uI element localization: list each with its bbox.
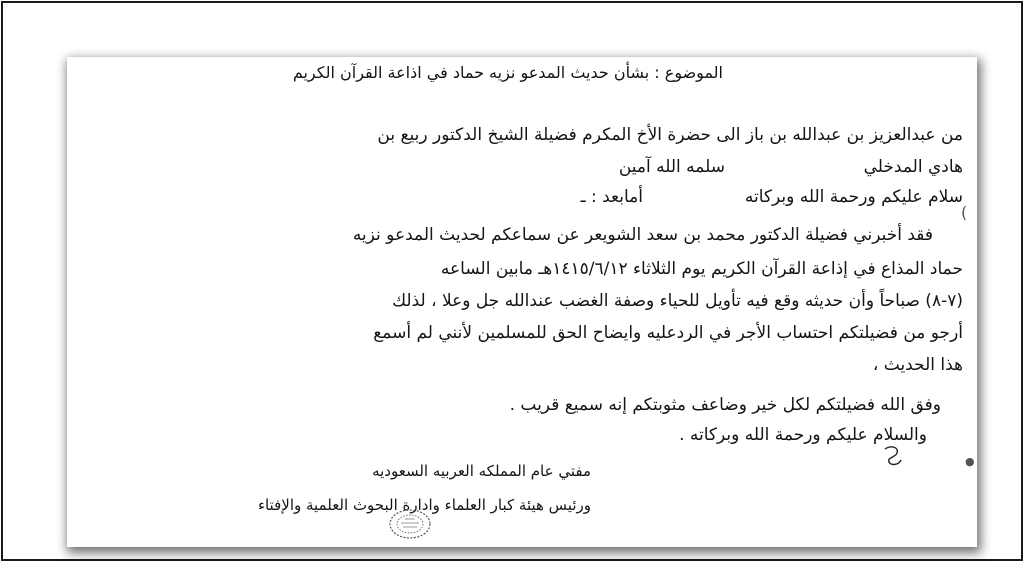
from-line: من عبدالعزيز بن عبدالله بن باز الى حضرة الأخ المكرم فضيلة الشيخ الدكتور ربيع بن (377, 125, 963, 145)
body-line-3: (٧-٨) صباحاً وأن حديثه وقع فيه تأويل للحياء وصفة الغضب عندالله جل وعلا ، لذلك (392, 291, 963, 311)
document-frame (1, 1, 1023, 561)
body-line-2: حماد المذاع في إذاعة القرآن الكريم يوم الثلاثاء ١٤١٥/٦/١٢هـ مابين الساعه (440, 259, 963, 279)
signature-title-1: مفتي عام المملكه العربيه السعوديه (372, 462, 591, 480)
letter-subject: الموضوع : بشأن حديث المدعو نزيه حماد في اذاعة القرآن الكريم (292, 63, 723, 82)
closing-prayer: وفق الله فضيلتكم لكل خير وضاعف مثوبتكم إنه سميع قريب . (509, 395, 941, 415)
body-line-1: فقد أخبرني فضيلة الدكتور محمد بن سعد الشويعر عن سماعكم لحديث المدعو نزيه (352, 225, 933, 245)
margin-dot-icon: ● (965, 455, 975, 468)
margin-mark-icon: ( (961, 203, 968, 222)
signature-title-2: ورئيس هيئة كبار العلماء وادارة البحوث العلمية والإفتاء (257, 496, 591, 514)
letter-page (67, 57, 977, 547)
addressee-blessing: سلمه الله آمين (618, 157, 725, 177)
amma-baad: أمابعد : ـ (580, 187, 643, 207)
signature-scribble-icon (881, 443, 905, 469)
addressee-name: هادي المدخلي (863, 157, 963, 177)
body-line-4: أرجو من فضيلتكم احتساب الأجر في الردعليه وايضاح الحق للمسلمين لأنني لم أسمع (373, 323, 963, 343)
body-line-5: هذا الحديث ، (872, 355, 963, 375)
official-seal-icon (387, 507, 433, 541)
closing-salam: والسلام عليكم ورحمة الله وبركاته . (679, 425, 927, 445)
greeting: سلام عليكم ورحمة الله وبركاته (744, 187, 963, 207)
